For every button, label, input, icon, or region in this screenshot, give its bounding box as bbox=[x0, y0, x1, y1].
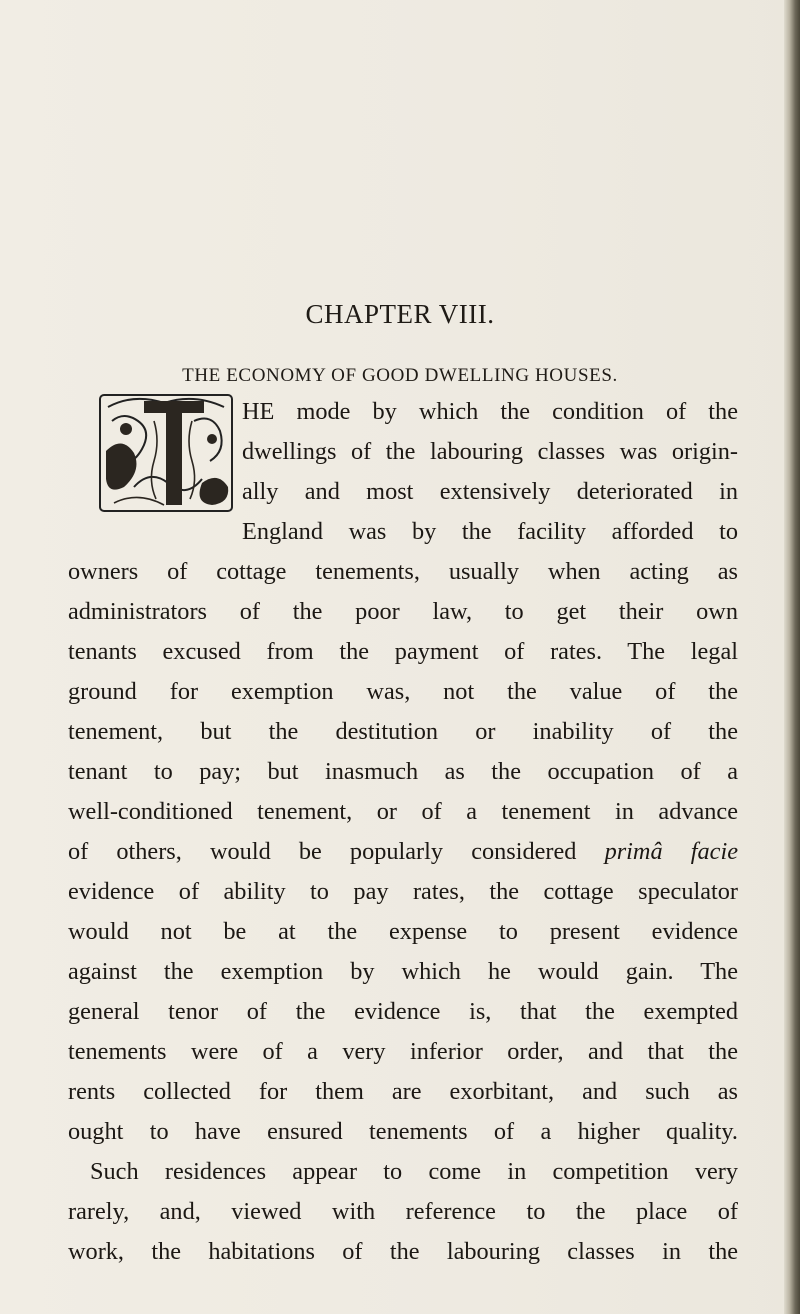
text-line: tenant to pay; but inasmuch as the occupation of a bbox=[68, 758, 738, 785]
text-line: owners of cottage tenements, usually when acting as bbox=[68, 558, 738, 585]
text-line: general tenor of the evidence is, that the exempted bbox=[68, 998, 738, 1025]
text-line-with-italic bbox=[68, 837, 738, 867]
chapter-subtitle: THE ECONOMY OF GOOD DWELLING HOUSES. bbox=[182, 365, 618, 386]
text-line: tenement, but the destitution or inability of the bbox=[68, 718, 738, 745]
text-line: dwellings of the labouring classes was origin- bbox=[242, 438, 738, 465]
text-line: work, the habitations of the labouring classes in the bbox=[68, 1238, 738, 1265]
text-line: HE mode by which the condition of the bbox=[242, 398, 738, 425]
text-line: tenants excused from the payment of rates. The legal bbox=[68, 638, 738, 665]
text-line: administrators of the poor law, to get their own bbox=[68, 598, 738, 625]
text-line: against the exemption by which he would gain. The bbox=[68, 958, 738, 985]
text-line: would not be at the expense to present evidence bbox=[68, 918, 738, 945]
italic-phrase: primâ facie bbox=[604, 838, 738, 865]
text-line: ought to have ensured tenements of a higher quality. bbox=[68, 1118, 738, 1145]
text-segment: of others, would be popularly considered bbox=[68, 838, 605, 865]
text-line: rents collected for them are exorbitant, and such as bbox=[68, 1078, 738, 1105]
chapter-title: CHAPTER VIII. bbox=[305, 299, 495, 329]
text-line: England was by the facility afforded to bbox=[242, 518, 738, 545]
text-line: rarely, and, viewed with reference to the place of bbox=[68, 1198, 738, 1225]
decorative-initial-t-icon bbox=[94, 391, 238, 515]
page-spine-shadow bbox=[784, 0, 800, 1314]
text-line: evidence of ability to pay rates, the cottage speculator bbox=[68, 878, 738, 905]
text-line: well-conditioned tenement, or of a tenement in advance bbox=[68, 798, 738, 825]
text-line: tenements were of a very inferior order, and that the bbox=[68, 1038, 738, 1065]
text-line: ground for exemption was, not the value of the bbox=[68, 678, 738, 705]
text-line: ally and most extensively deteriorated in bbox=[242, 478, 738, 505]
text-line-paragraph-start: Such residences appear to come in competition very bbox=[90, 1158, 738, 1185]
